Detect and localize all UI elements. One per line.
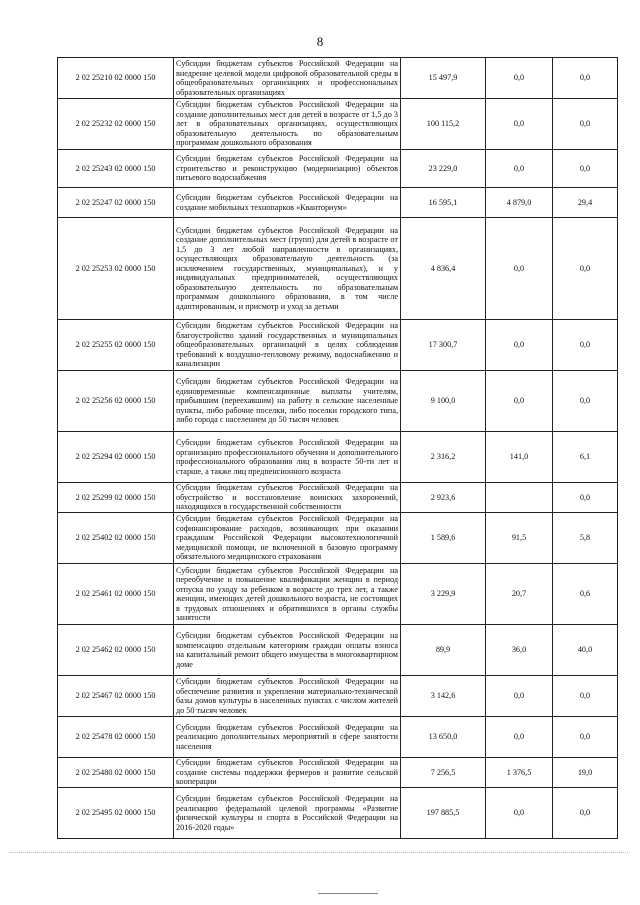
- row-value-1-cell: 16 595,1: [401, 188, 486, 218]
- row-value-2-cell: 0,0: [486, 717, 553, 758]
- subsidies-table: [57, 57, 618, 839]
- row-value-1-cell: 197 885,5: [401, 788, 486, 839]
- row-code-cell: 2 02 25256 02 0000 150: [58, 371, 174, 432]
- table-body: [58, 58, 618, 839]
- table-row: [58, 320, 618, 371]
- table-row: [58, 432, 618, 483]
- row-name-cell: Субсидии бюджетам субъектов Российской Федерации на создание дополнительных мест (групп) для детей в возрасте от 1,5 до 3 лет любой направленности в организациях, осуществляющих образовательную деятельность (за исключением государственных, муниципальных), и у индивидуальных предпринимателей, осуществляющих образовательную деятельность по образовательным программам дошкольного образования, в том числе адаптированным, и присмотр и уход за детьми: [174, 218, 401, 320]
- row-value-2-cell: 0,0: [486, 371, 553, 432]
- row-value-1-cell: 4 836,4: [401, 218, 486, 320]
- table-row: [58, 788, 618, 839]
- row-value-3-cell: 0,0: [553, 99, 618, 150]
- row-value-2-cell: 141,0: [486, 432, 553, 483]
- row-value-2-cell: 0,0: [486, 150, 553, 188]
- row-value-2-cell: 0,0: [486, 320, 553, 371]
- row-code-cell: 2 02 25478 02 0000 150: [58, 717, 174, 758]
- row-value-3-cell: 29,4: [553, 188, 618, 218]
- row-code-cell: 2 02 25402 02 0000 150: [58, 513, 174, 564]
- row-value-3-cell: 0,0: [553, 320, 618, 371]
- row-code-cell: 2 02 25243 02 0000 150: [58, 150, 174, 188]
- row-name-cell: Субсидии бюджетам субъектов Российской Федерации на обустройство и восстановление воинских захоронений, находящихся в государственной собственности: [174, 483, 401, 513]
- row-value-3-cell: 0,0: [553, 150, 618, 188]
- row-name-cell: Субсидии бюджетам субъектов Российской Федерации на реализацию дополнительных мероприятий в сфере занятости населения: [174, 717, 401, 758]
- row-value-2-cell: [486, 483, 553, 513]
- table-row: [58, 188, 618, 218]
- row-value-2-cell: 0,0: [486, 676, 553, 717]
- row-value-3-cell: 19,0: [553, 758, 618, 788]
- table-row: [58, 150, 618, 188]
- row-value-2-cell: 91,5: [486, 513, 553, 564]
- table-row: [58, 513, 618, 564]
- row-value-2-cell: 20,7: [486, 564, 553, 625]
- scan-mark: [318, 893, 378, 894]
- row-value-1-cell: 17 300,7: [401, 320, 486, 371]
- row-code-cell: 2 02 25232 02 0000 150: [58, 99, 174, 150]
- row-value-1-cell: 2 923,6: [401, 483, 486, 513]
- row-value-1-cell: 3 229,9: [401, 564, 486, 625]
- row-value-2-cell: 0,0: [486, 99, 553, 150]
- table-row: [58, 758, 618, 788]
- row-name-cell: Субсидии бюджетам субъектов Российской Федерации на благоустройство зданий государственных и муниципальных общеобразовательных организаций в целях соблюдения требований к воздушно-тепловому режиму, водоснабжению и канализации: [174, 320, 401, 371]
- row-value-1-cell: 13 650,0: [401, 717, 486, 758]
- row-value-2-cell: 4 879,0: [486, 188, 553, 218]
- row-value-1-cell: 2 316,2: [401, 432, 486, 483]
- row-code-cell: 2 02 25247 02 0000 150: [58, 188, 174, 218]
- row-code-cell: 2 02 25480 02 0000 150: [58, 758, 174, 788]
- row-value-3-cell: 0,0: [553, 717, 618, 758]
- table-row: [58, 676, 618, 717]
- row-code-cell: 2 02 25294 02 0000 150: [58, 432, 174, 483]
- row-value-3-cell: 5,8: [553, 513, 618, 564]
- row-value-1-cell: 1 589,6: [401, 513, 486, 564]
- row-value-3-cell: 40,0: [553, 625, 618, 676]
- row-value-2-cell: 0,0: [486, 58, 553, 99]
- row-value-3-cell: 6,1: [553, 432, 618, 483]
- row-name-cell: Субсидии бюджетам субъектов Российской Федерации на организацию профессионального обучения и дополнительного профессионального образования лиц в возрасте 50-ти лет и старше, а также лиц предпенсионного возраста: [174, 432, 401, 483]
- row-value-1-cell: 89,9: [401, 625, 486, 676]
- table-row: [58, 483, 618, 513]
- row-value-2-cell: 0,0: [486, 218, 553, 320]
- row-code-cell: 2 02 25462 02 0000 150: [58, 625, 174, 676]
- row-name-cell: Субсидии бюджетам субъектов Российской Федерации на единовременные компенсационные выплаты учителям, прибывшим (переехавшим) на работу в сельские населенные пункты, либо рабочие поселки, либо поселки городского типа, либо города с населением до 50 тысяч человек: [174, 371, 401, 432]
- row-value-2-cell: 1 376,5: [486, 758, 553, 788]
- row-value-1-cell: 9 100,0: [401, 371, 486, 432]
- row-code-cell: 2 02 25210 02 0000 150: [58, 58, 174, 99]
- row-value-3-cell: 0,6: [553, 564, 618, 625]
- row-value-3-cell: 0,0: [553, 371, 618, 432]
- row-name-cell: Субсидии бюджетам субъектов Российской Федерации на компенсацию отдельным категориям граждан оплаты взноса на капитальный ремонт общего имущества в многоквартирном доме: [174, 625, 401, 676]
- row-code-cell: 2 02 25299 02 0000 150: [58, 483, 174, 513]
- row-value-1-cell: 100 115,2: [401, 99, 486, 150]
- row-value-3-cell: 0,0: [553, 788, 618, 839]
- row-value-3-cell: 0,0: [553, 676, 618, 717]
- table-row: [58, 625, 618, 676]
- table-row: [58, 371, 618, 432]
- table-row: [58, 218, 618, 320]
- table-row: [58, 58, 618, 99]
- table-row: [58, 564, 618, 625]
- row-name-cell: Субсидии бюджетам субъектов Российской Федерации на создание системы поддержки фермеров и развитие сельской кооперации: [174, 758, 401, 788]
- row-name-cell: Субсидии бюджетам субъектов Российской Федерации на создание дополнительных мест для детей в возрасте от 1,5 до 3 лет в образовательных организациях, осуществляющих образовательную деятельность по образовательным программам дошкольного образования: [174, 99, 401, 150]
- row-code-cell: 2 02 25461 02 0000 150: [58, 564, 174, 625]
- table-row: [58, 717, 618, 758]
- row-name-cell: Субсидии бюджетам субъектов Российской Федерации на строительство и реконструкцию (модернизацию) объектов питьевого водоснабжения: [174, 150, 401, 188]
- table-row: [58, 99, 618, 150]
- row-value-2-cell: 36,0: [486, 625, 553, 676]
- scan-noise-line: [10, 852, 630, 854]
- row-code-cell: 2 02 25253 02 0000 150: [58, 218, 174, 320]
- row-name-cell: Субсидии бюджетам субъектов Российской Федерации на обеспечение развития и укрепления материально-технической базы домов культуры в населенных пунктах с числом жителей до 50 тысяч человек: [174, 676, 401, 717]
- row-code-cell: 2 02 25467 02 0000 150: [58, 676, 174, 717]
- row-name-cell: Субсидии бюджетам субъектов Российской Федерации на софинансирование расходов, возникающих при оказании гражданам Российской Федерации высокотехнологичной медицинской помощи, не включенной в базовую программу обязательного медицинского страхования: [174, 513, 401, 564]
- row-code-cell: 2 02 25495 02 0000 150: [58, 788, 174, 839]
- row-name-cell: Субсидии бюджетам субъектов Российской Федерации на создание мобильных технопарков «Кванториум»: [174, 188, 401, 218]
- page-number: 8: [316, 34, 324, 49]
- row-value-1-cell: 3 142,6: [401, 676, 486, 717]
- row-value-1-cell: 23 229,0: [401, 150, 486, 188]
- row-value-3-cell: 0,0: [553, 483, 618, 513]
- row-value-2-cell: 0,0: [486, 788, 553, 839]
- row-value-3-cell: 0,0: [553, 218, 618, 320]
- row-value-1-cell: 15 497,9: [401, 58, 486, 99]
- row-value-3-cell: 0,0: [553, 58, 618, 99]
- row-name-cell: Субсидии бюджетам субъектов Российской Федерации на переобучение и повышение квалификации женщин в период отпуска по уходу за ребенком в возрасте до трех лет, а также женщин, имеющих детей дошкольного возраста, не состоящих в трудовых отношениях и обратившихся в органы службы занятости: [174, 564, 401, 625]
- row-value-1-cell: 7 256,5: [401, 758, 486, 788]
- row-code-cell: 2 02 25255 02 0000 150: [58, 320, 174, 371]
- row-name-cell: Субсидии бюджетам субъектов Российской Федерации на реализацию федеральной целевой программы «Развитие физической культуры и спорта в Российской Федерации на 2016-2020 годы»: [174, 788, 401, 839]
- row-name-cell: Субсидии бюджетам субъектов Российской Федерации на внедрение целевой модели цифровой образовательной среды в общеобразовательных организациях и профессиональных образовательных организациях: [174, 58, 401, 99]
